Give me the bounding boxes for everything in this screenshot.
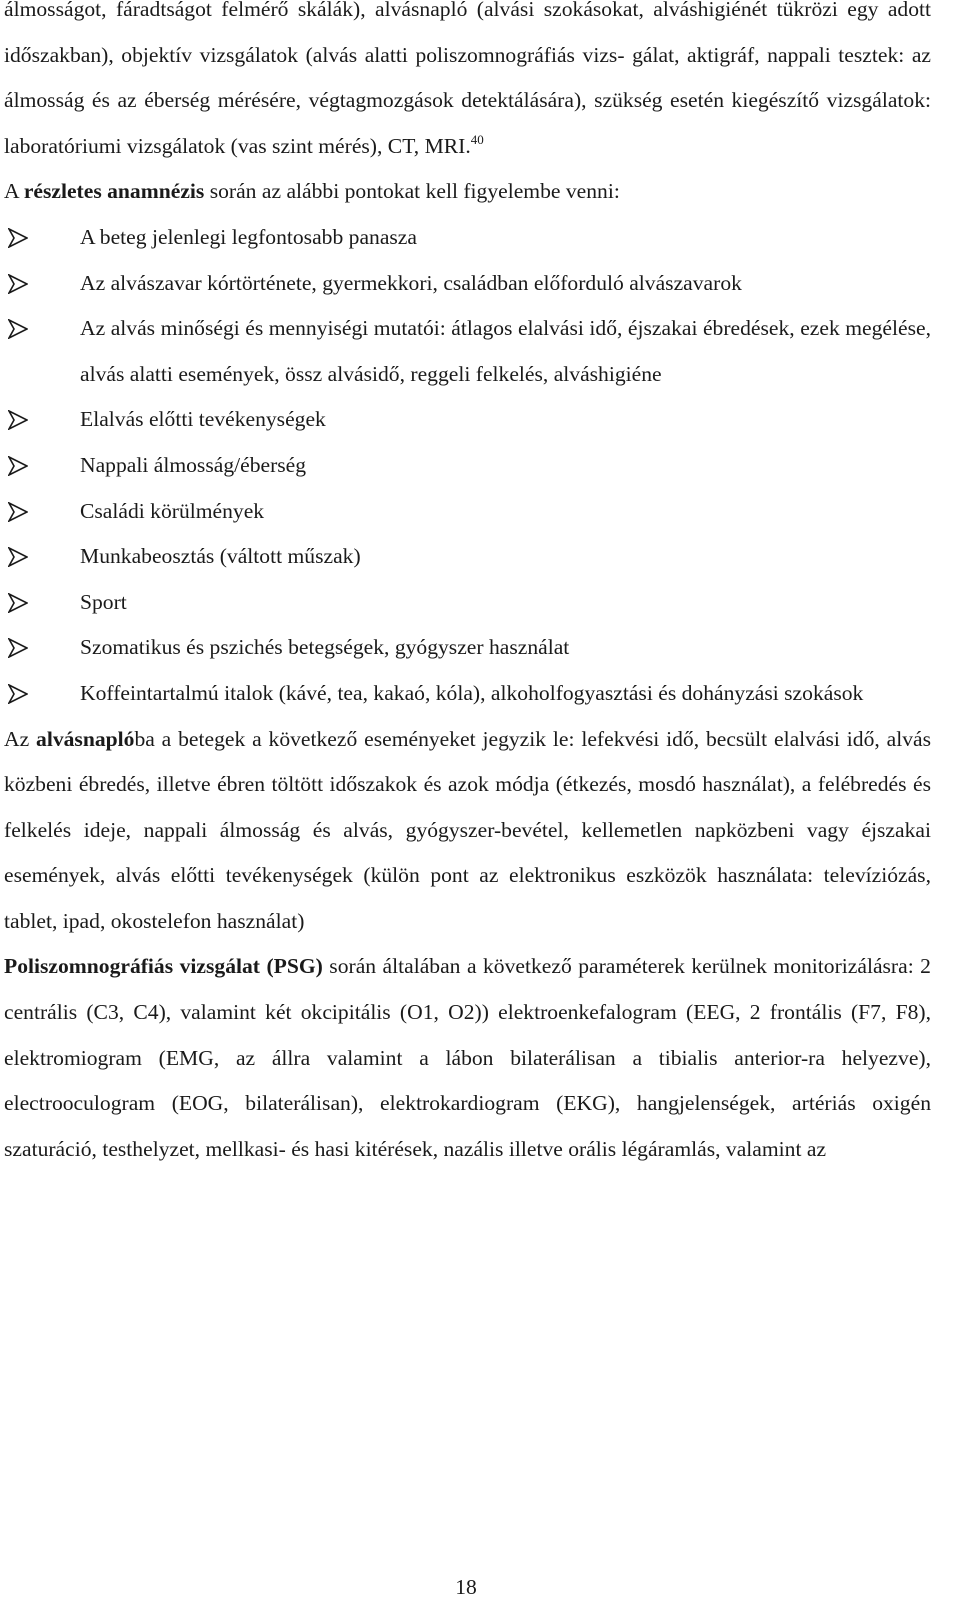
list-item-text: A beteg jelenlegi legfontosabb panasza bbox=[80, 224, 417, 249]
list-item-text: Az alvás minőségi és mennyiségi mutatói: átlagos elalvási idő, éjszakai ébredések, ezek megélése, alvás alatti események, össz alvásidő, reggeli felkelés, alváshigiéne bbox=[80, 316, 931, 386]
list-item-text: Családi körülmények bbox=[80, 498, 265, 523]
anamnesis-term: részletes anamnézis bbox=[23, 179, 205, 204]
document-page bbox=[4, 0, 931, 1172]
list-item-text: Sport bbox=[80, 589, 127, 614]
arrowhead-bullet-icon bbox=[8, 684, 28, 704]
list-item bbox=[4, 306, 931, 397]
arrowhead-bullet-icon bbox=[8, 547, 28, 567]
psg-paragraph bbox=[4, 944, 931, 1172]
anamnesis-intro bbox=[4, 169, 931, 215]
arrowhead-bullet-icon bbox=[8, 319, 28, 339]
anamnesis-list bbox=[4, 215, 931, 717]
arrowhead-bullet-icon bbox=[8, 410, 28, 430]
list-item-text: Nappali álmosság/éberség bbox=[80, 452, 307, 477]
list-item bbox=[4, 215, 931, 261]
sleep-diary-paragraph bbox=[4, 717, 931, 945]
top-paragraph-line: álmosságot, fáradtságot felmérő skálák), alvásnapló (alvási szokásokat, alváshigiénét bbox=[4, 0, 768, 21]
footnote-reference: 40 bbox=[470, 131, 484, 147]
list-item-text: Elalvás előtti tevékenységek bbox=[80, 407, 326, 432]
anamnesis-intro-suffix: során az alábbi pontokat kell figyelembe venni: bbox=[204, 179, 620, 204]
arrowhead-bullet-icon bbox=[8, 274, 28, 294]
sleep-diary-text: ba a betegek a következő eseményeket jegyzik le: lefekvési idő, becsült elalvási idő, alvás közbeni ébredés, illetve ébren töltött időszakok és azok módja (étkezés, mosdó használat), a felébredés és felkelés ideje, nappali álmosság és alvás, gyógyszer-bevétel, kellemetlen napközbeni vagy éjszakai események, alvás előtti tevékenységek (külön pont az elektronikus eszközök használata: televíziózás, tablet, ipad, okostelefon használat) bbox=[4, 726, 931, 933]
list-item bbox=[4, 489, 931, 535]
list-item bbox=[4, 625, 931, 671]
list-item bbox=[4, 261, 931, 307]
top-paragraph-line: detektálására), szükség esetén kiegészítő vizsgálatok: laboratóriumi vizsgálatok (vas szint bbox=[4, 88, 931, 158]
sleep-diary-term: alvásnapló bbox=[36, 726, 135, 751]
top-paragraph-last-line: mérés), CT, MRI. bbox=[318, 133, 471, 158]
list-item bbox=[4, 534, 931, 580]
psg-text: során általában a következő paraméterek kerülnek monitorizálásra: 2 centrális (C3, C4), valamint két okcipitális (O1, O2)) elektroenkefalogram (EEG, 2 frontális (F7, F8), elektromiogram (EMG, az állra valamint a lábon bilaterálisan a tibialis anterior-ra helyezve), electrooculogram (EOG, bilaterálisan), elektrokardiogram (EKG), hangjelenségek, artériás oxigén szaturáció, testhelyzet, mellkasi- és hasi kitérések, nazális illetve orális légáramlás, valamint az bbox=[4, 954, 931, 1161]
anamnesis-intro-prefix: A bbox=[4, 179, 24, 204]
arrowhead-bullet-icon bbox=[8, 228, 28, 248]
list-item-text: Szomatikus és pszichés betegségek, gyógyszer használat bbox=[80, 635, 570, 660]
arrowhead-bullet-icon bbox=[8, 502, 28, 522]
list-item bbox=[4, 580, 931, 626]
psg-term: Poliszomnográfiás vizsgálat (PSG) bbox=[4, 954, 323, 979]
list-item bbox=[4, 671, 931, 717]
arrowhead-bullet-icon bbox=[8, 456, 28, 476]
top-paragraph bbox=[4, 0, 931, 169]
list-item-text: Koffeintartalmú italok (kávé, tea, kakaó, kóla), alkoholfogyasztási és dohányzási szokások bbox=[80, 680, 864, 705]
arrowhead-bullet-icon bbox=[8, 638, 28, 658]
page-number: 18 bbox=[455, 1575, 477, 1599]
top-paragraph-line: tükrözi egy adott időszakban), objektív vizsgálatok (alvás alatti poliszomnográfiás vizs- bbox=[4, 0, 931, 67]
sleep-diary-prefix: Az bbox=[4, 726, 37, 751]
list-item-text: Az alvászavar kórtörténete, gyermekkori, családban előforduló alvászavarok bbox=[80, 270, 742, 295]
list-item bbox=[4, 443, 931, 489]
list-item-text: Munkabeosztás (váltott műszak) bbox=[80, 544, 361, 569]
list-item bbox=[4, 397, 931, 443]
top-paragraph-line: gálat, aktigráf, nappali tesztek: az álmosság és az éberség mérésére, végtagmozgások bbox=[4, 42, 931, 113]
arrowhead-bullet-icon bbox=[8, 593, 28, 613]
